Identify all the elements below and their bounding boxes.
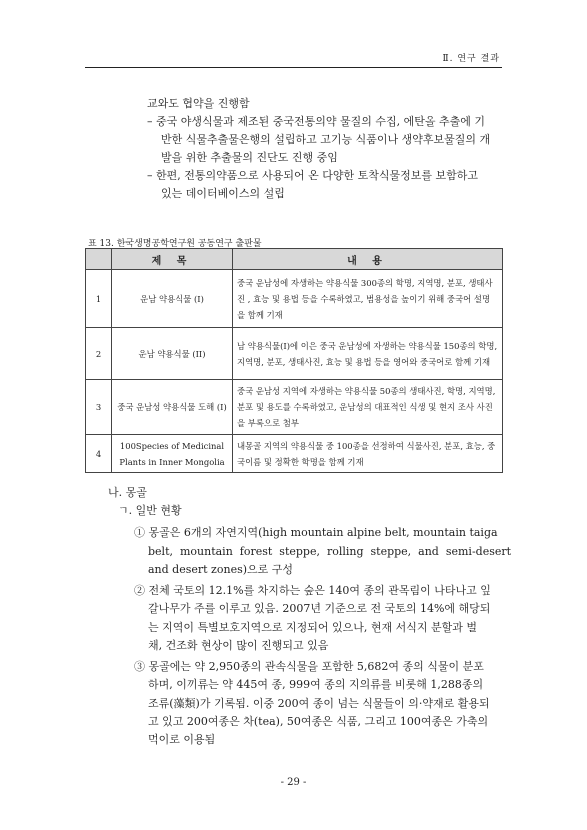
table-row xyxy=(86,270,503,328)
row-content: 내몽골 지역의 약용식물 중 100종을 선정하여 식물사진, 분포, 효능, 중국이름 및 정확한 학명을 함께 기재 xyxy=(233,435,503,473)
running-header xyxy=(85,47,502,68)
bullet-line: 있는 데이터베이스의 설립 xyxy=(161,187,285,200)
header-content: 내 용 xyxy=(233,249,503,270)
list-line: 갈나무가 주를 이루고 있음. 2007년 기준으로 전 국토의 14%에 해당되 xyxy=(148,602,491,615)
row-content: 중국 운남성에 자생하는 약용식물 300종의 학명, 지역명, 분포, 생태사진 , 효능 및 용법 등을 수록하였고, 범용성을 높이기 위해 중국어 설명을 함께 기재 xyxy=(233,270,503,328)
list-line: 고 있고 200여종은 차(tea), 50여종은 식품, 그리고 100여종은 가축의 xyxy=(148,715,489,728)
header-num xyxy=(86,249,112,270)
list-line: and desert zones)으로 구성 xyxy=(148,563,294,576)
bullet-line: 반한 식물추출물은행의 설립하고 고기능 식품이나 생약후보물질의 개 xyxy=(161,133,491,146)
list-line: 하며, 이끼류는 약 445여 종, 999여 종의 지의류를 비롯해 1,288종의 xyxy=(148,678,484,691)
table-header-row xyxy=(86,249,503,270)
bullet-line: – 한편, 전통의약품으로 사용되어 온 다양한 토착식물정보를 보함하고 xyxy=(147,169,478,182)
table-row xyxy=(86,328,503,380)
list-line: 는 지역이 특별보호지역으로 지정되어 있으나, 현재 서식지 분할과 벌 xyxy=(148,621,477,634)
row-content: 남 약용식물(I)에 이은 중국 운남성에 자생하는 약용식물 150종의 학명, 지역명, 분포, 생태사진, 효능 및 용법 등을 영어와 중국어로 함께 기재 xyxy=(233,328,503,380)
section-heading: 나. 몽골 xyxy=(108,486,147,499)
list-line: 먹이로 이용됨 xyxy=(148,733,216,746)
table-row xyxy=(86,380,503,435)
row-title: 운남 약용식물 (II) xyxy=(112,328,233,380)
page-number: - 29 - xyxy=(280,777,307,788)
subsection-heading: ㄱ. 일반 현황 xyxy=(118,504,182,517)
row-num: 2 xyxy=(86,328,112,380)
row-num: 1 xyxy=(86,270,112,328)
list-line: 채, 건조화 현상이 많이 진행되고 있음 xyxy=(148,639,329,652)
intro-line: 교와도 협약을 진행함 xyxy=(147,97,250,110)
list-line: 조류(藻類)가 기록됨. 이중 200여 종이 넘는 식물들이 의·약재로 활용되 xyxy=(148,697,490,710)
row-title: 중국 운남성 약용식물 도해 (I) xyxy=(112,380,233,435)
list-line: ② 전체 국토의 12.1%를 차지하는 숲은 140여 종의 관목림이 나타나고 잎 xyxy=(134,584,491,597)
row-num: 3 xyxy=(86,380,112,435)
list-line: ③ 몽골에는 약 2,950종의 관속식물을 포함한 5,682여 종의 식물이 분포 xyxy=(134,660,484,673)
running-header-title: Ⅱ. 연구 결과 xyxy=(442,54,500,64)
row-title: 100Species of Medicinal Plants in Inner Mongolia xyxy=(112,435,233,473)
list-line: ① 몽골은 6개의 자연지역(high mountain alpine belt, mountain taiga xyxy=(134,526,498,539)
bullet-line: 발을 위한 추출물의 진단도 진행 중임 xyxy=(161,151,338,164)
list-line: belt, mountain forest steppe, rolling steppe, and semi-desert xyxy=(148,545,512,558)
table-row xyxy=(86,435,503,473)
row-content: 중국 운남성 지역에 자생하는 약용식물 50종의 생태사진, 학명, 지역명, 분포 및 용도를 수록하였고, 운남성의 대표적인 식생 및 현지 조사 사진을 부록으로 첨부 xyxy=(233,380,503,435)
bullet-line: – 중국 야생식물과 제조된 중국전통의약 물질의 수집, 에탄올 추출에 기 xyxy=(147,115,485,128)
table-caption: 표 13. 한국생명공학연구원 공동연구 출판물 xyxy=(88,239,262,249)
publications-table xyxy=(85,248,503,473)
row-title: 운남 약용식물 (I) xyxy=(112,270,233,328)
row-num: 4 xyxy=(86,435,112,473)
header-title: 제 목 xyxy=(112,249,233,270)
